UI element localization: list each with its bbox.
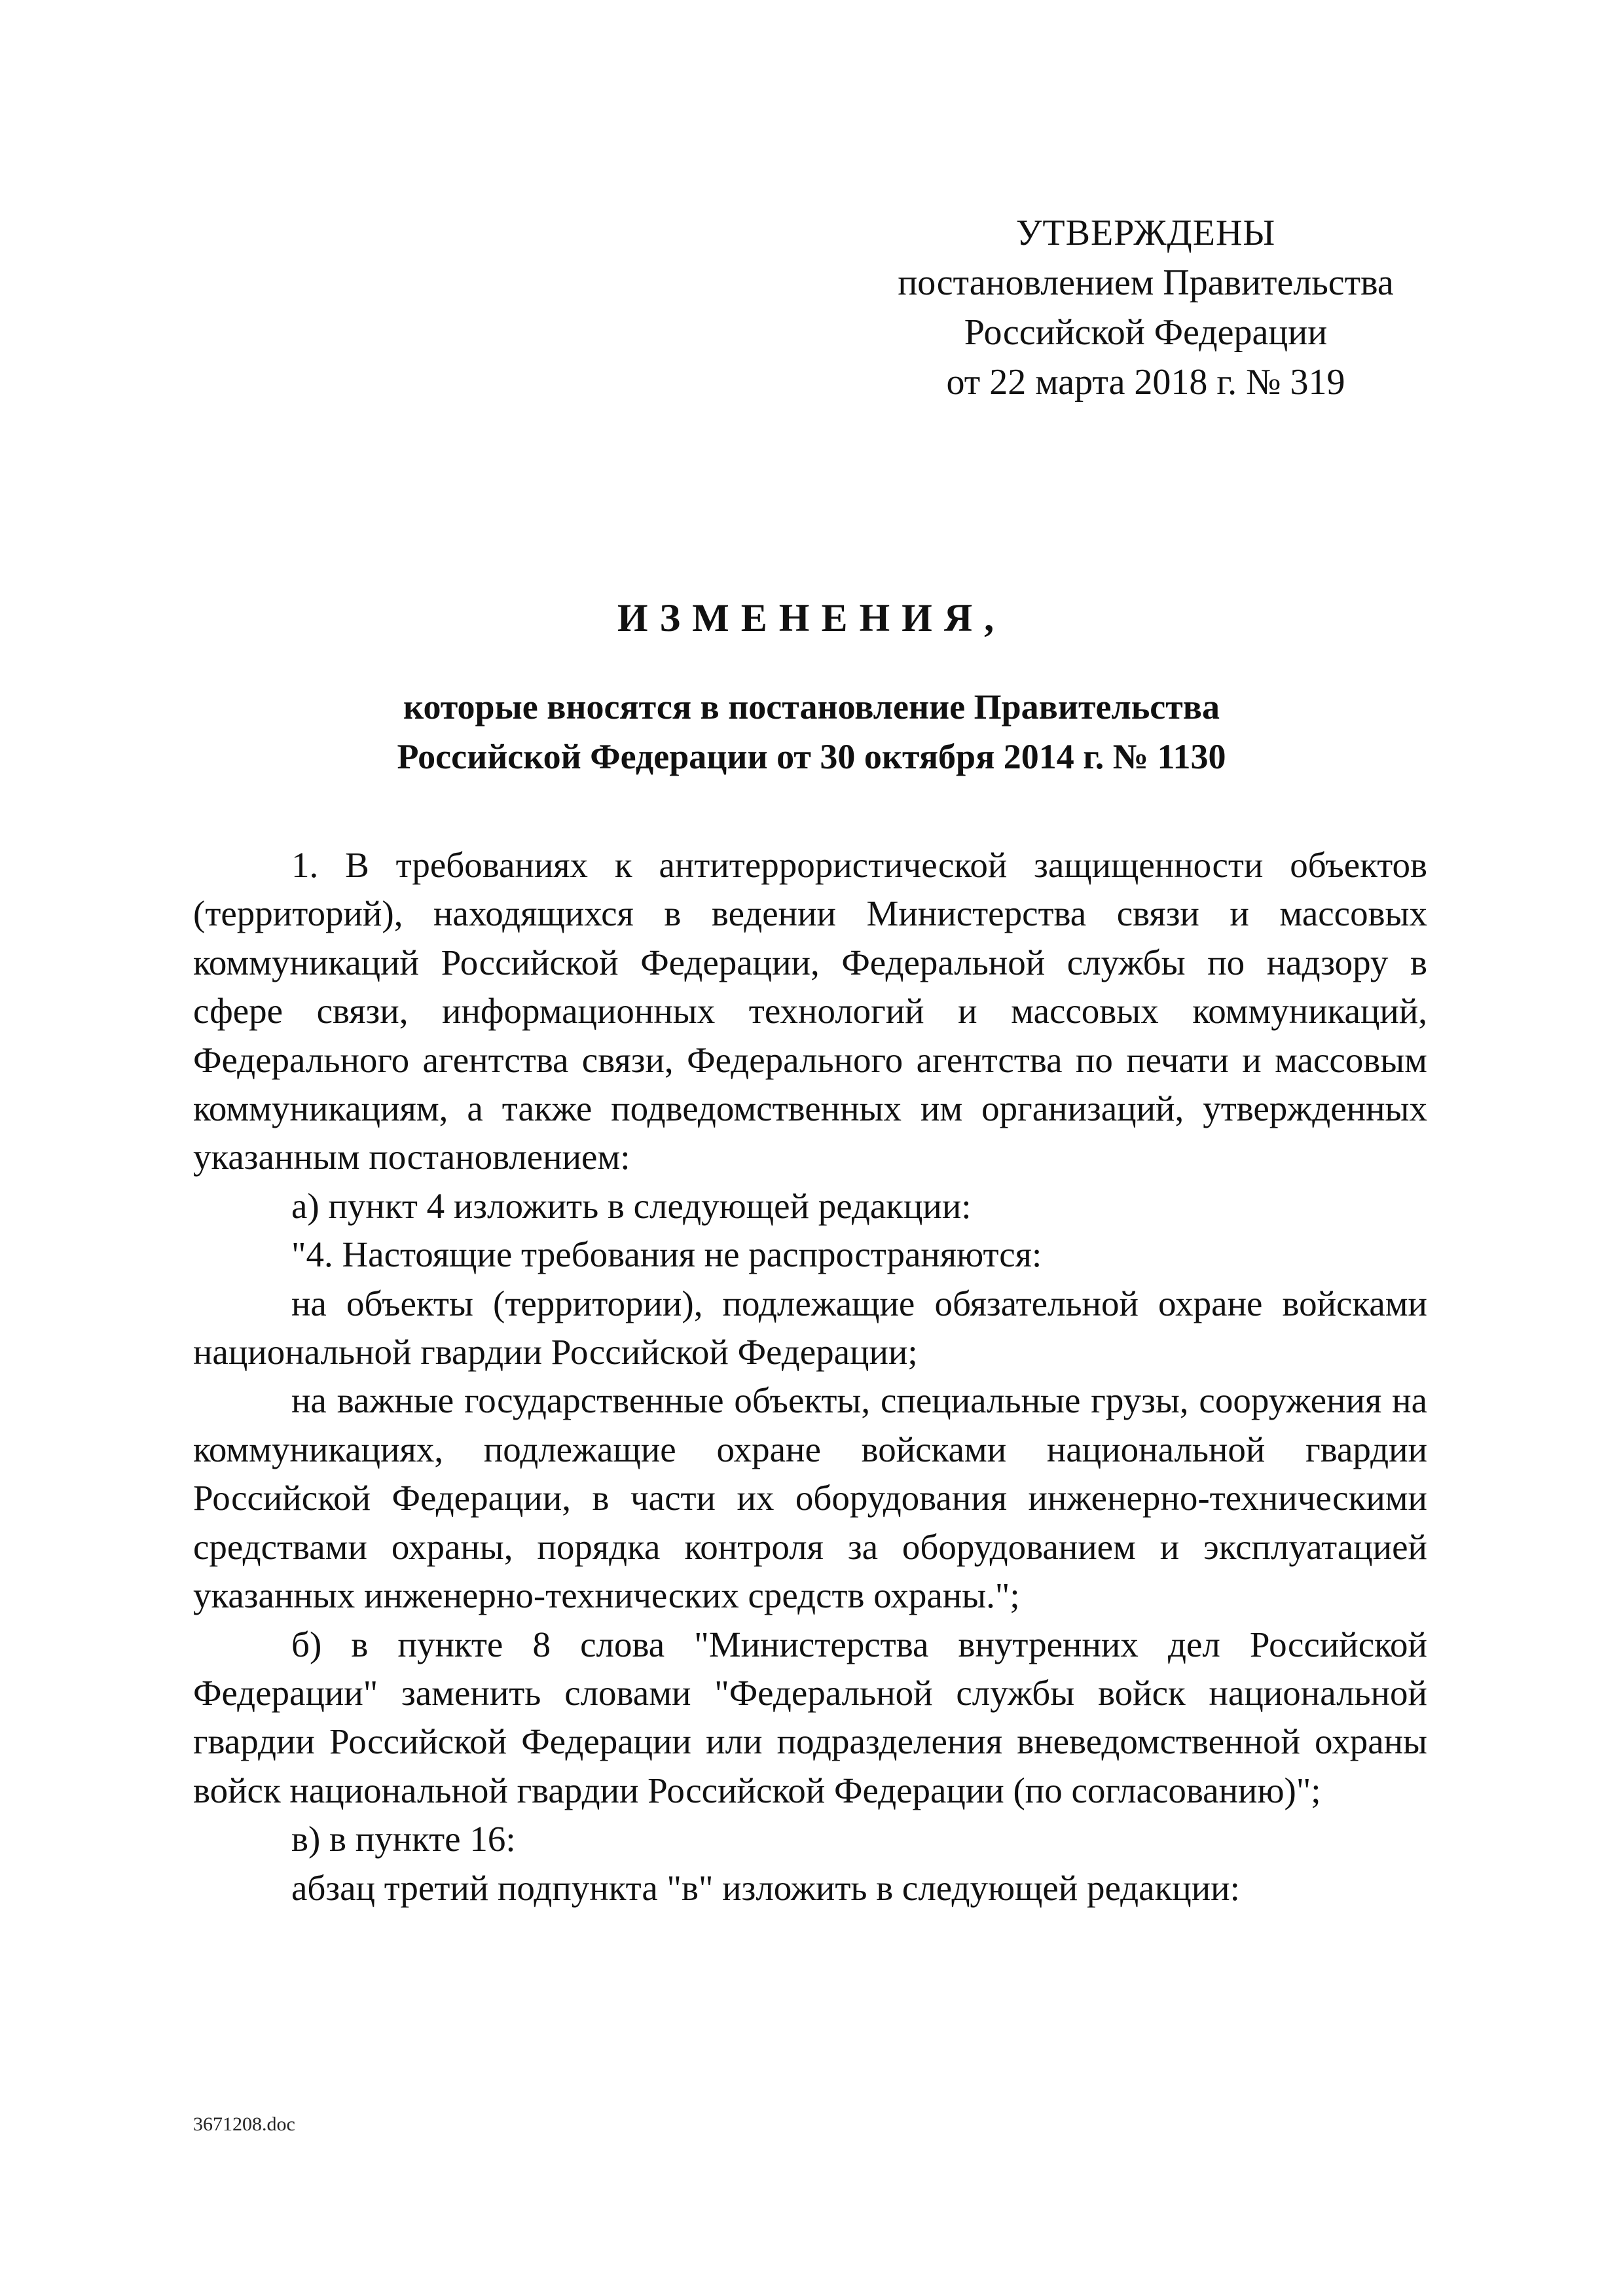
document-subtitle bbox=[0, 682, 1623, 781]
approval-line-resolution: постановлением Правительства bbox=[898, 262, 1394, 303]
subtitle-line-2: Российской Федерации от 30 октября 2014 г. № 1130 bbox=[397, 737, 1226, 776]
approved-heading: УТВЕРЖДЕНЫ bbox=[1015, 213, 1276, 253]
document-title: ИЗМЕНЕНИЯ, bbox=[617, 596, 1006, 639]
document-file-code: 3671208.doc bbox=[193, 2113, 295, 2135]
document-body bbox=[193, 841, 1427, 1912]
paragraph-exclusion-important-objects: на важные государственные объекты, специальные грузы, сооружения на коммуникациях, подлежащие охране войсками национальной гвардии Российской Федерации, в части их оборудования инженерно-техническими средствами охраны, порядка контроля за оборудованием и эксплуатацией указанных инженерно-технических средств охраны."; bbox=[193, 1380, 1427, 1616]
paragraph-subitem-a: а) пункт 4 изложить в следующей редакции: bbox=[291, 1185, 972, 1226]
subtitle-line-1: которые вносятся в постановление Правительства bbox=[403, 687, 1220, 726]
document-heading bbox=[0, 589, 1623, 781]
paragraph-subitem-v-text: абзац третий подпункта "в" изложить в следующей редакции: bbox=[291, 1867, 1240, 1908]
paragraph-item-1: 1. В требованиях к антитеррористической защищенности объектов (территорий), находящихся в ведении Министерства связи и массовых коммуникаций Российской Федерации, Федеральной службы по надзору в сфере связи, информационных технологий и массовых коммуникаций, Федерального агентства связи, Федерального агентства по печати и массовым коммуникациям, а также подведомственных им организаций, утвержденных указанным постановлением: bbox=[193, 845, 1427, 1177]
paragraph-subitem-v: в) в пункте 16: bbox=[291, 1819, 516, 1859]
approval-stamp-block bbox=[851, 208, 1440, 407]
approval-line-date-number: от 22 марта 2018 г. № 319 bbox=[946, 362, 1345, 403]
paragraph-quote-start: "4. Настоящие требования не распространяются: bbox=[291, 1234, 1042, 1275]
approval-line-country: Российской Федерации bbox=[964, 312, 1328, 353]
paragraph-subitem-b: б) в пункте 8 слова "Министерства внутренних дел Российской Федерации" заменить словами "Федеральной службы войск национальной гвардии Российской Федерации или подразделения вневедомственной охраны войск национальной гвардии Российской Федерации (по согласованию)"; bbox=[193, 1624, 1427, 1810]
paragraph-exclusion-objects: на объекты (территории), подлежащие обязательной охране войсками национальной гвардии Российской Федерации; bbox=[193, 1283, 1427, 1372]
